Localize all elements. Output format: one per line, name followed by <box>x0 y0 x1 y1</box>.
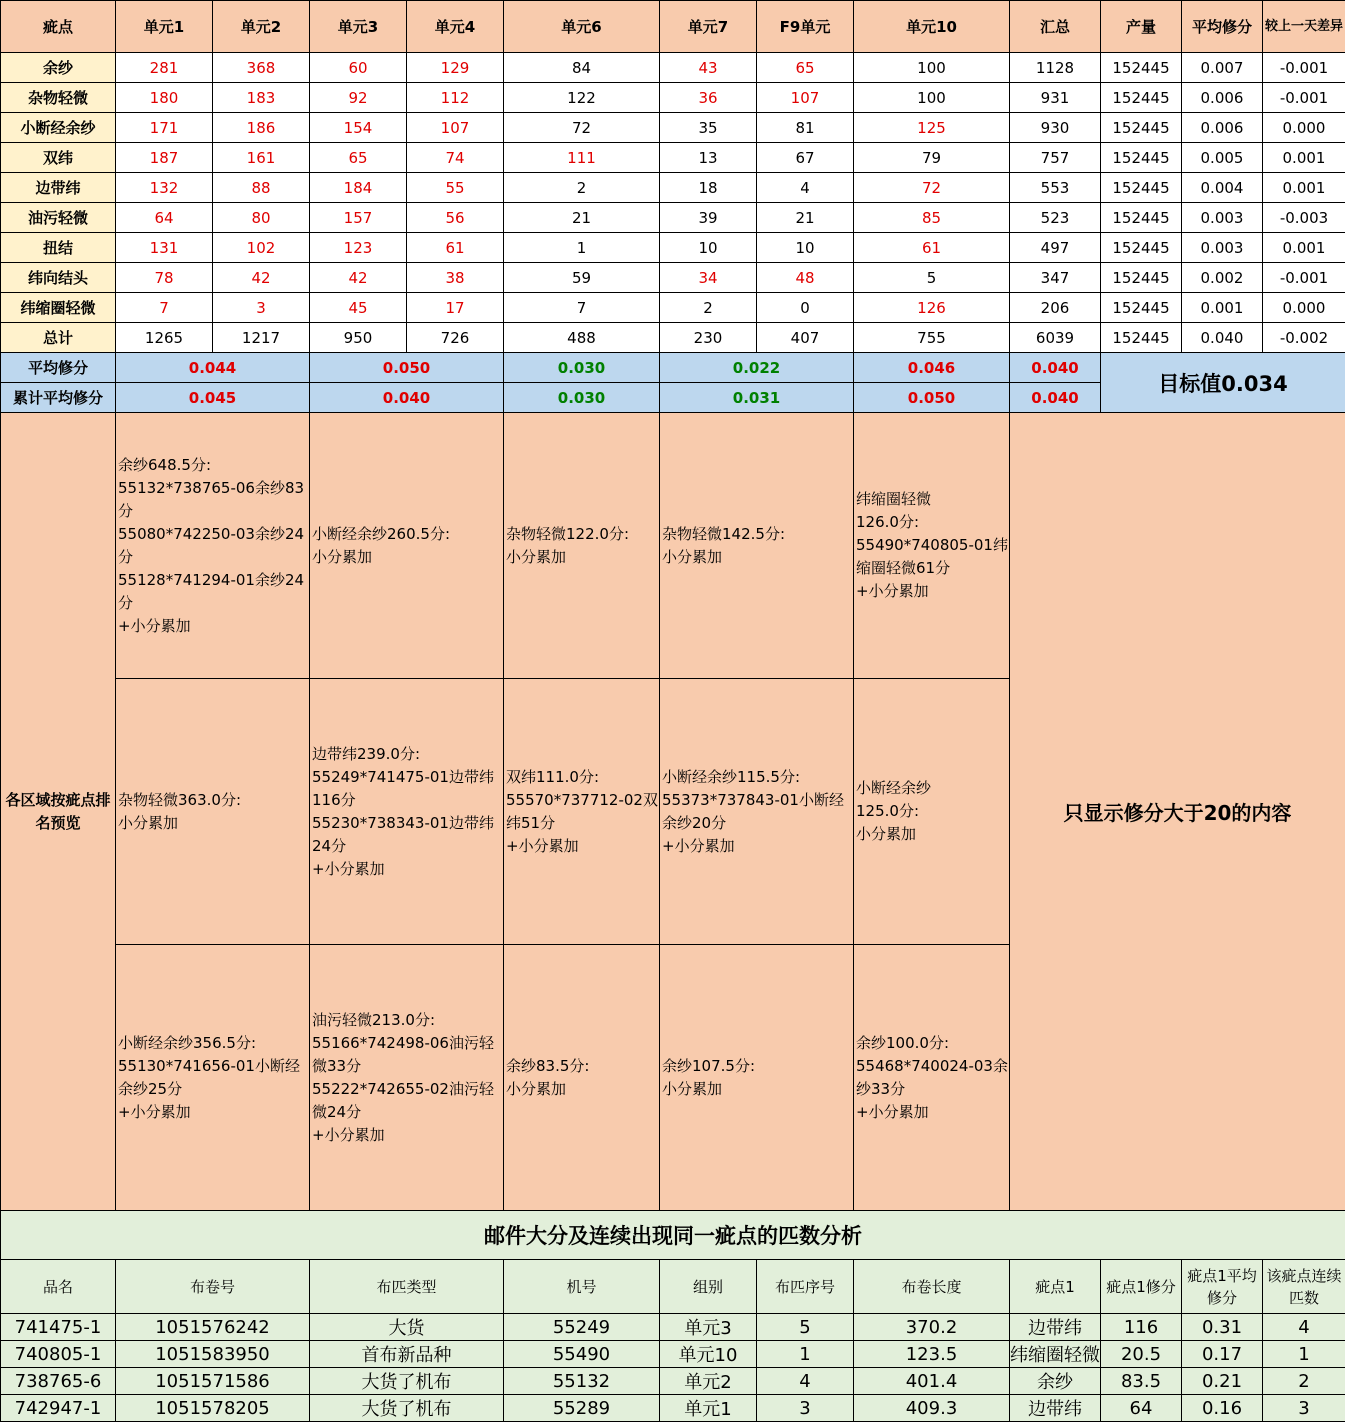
table-cell[interactable]: 17 <box>407 293 504 323</box>
table-cell[interactable]: 6039 <box>1010 323 1101 353</box>
row-label[interactable]: 纬向结头 <box>1 263 116 293</box>
table-cell[interactable]: 126 <box>854 293 1010 323</box>
bottom-cell[interactable]: 738765-6 <box>1 1368 116 1395</box>
header-cell[interactable]: 单元10 <box>854 1 1010 53</box>
header-cell[interactable]: F9单元 <box>757 1 854 53</box>
bottom-cell[interactable]: 0.31 <box>1182 1314 1263 1341</box>
bottom-header-cell[interactable]: 疵点1修分 <box>1101 1260 1182 1314</box>
table-cell[interactable]: 152445 <box>1101 143 1182 173</box>
cum-value[interactable]: 0.040 <box>310 383 504 413</box>
row-label[interactable]: 扭结 <box>1 233 116 263</box>
avg-value[interactable]: 0.030 <box>504 353 660 383</box>
table-cell[interactable]: 1265 <box>116 323 213 353</box>
table-cell[interactable]: 13 <box>660 143 757 173</box>
table-cell[interactable]: 59 <box>504 263 660 293</box>
table-cell[interactable]: 88 <box>213 173 310 203</box>
preview-cell[interactable]: 余纱648.5分: 55132*738765-06余纱83分 55080*742250-03余纱24分 55128*741294-01余纱24分 +小分累加 <box>116 413 310 679</box>
table-cell[interactable]: 123 <box>310 233 407 263</box>
table-cell[interactable]: 161 <box>213 143 310 173</box>
table-cell[interactable]: 85 <box>854 203 1010 233</box>
table-cell[interactable]: 407 <box>757 323 854 353</box>
table-cell[interactable]: 206 <box>1010 293 1101 323</box>
table-cell[interactable]: 56 <box>407 203 504 233</box>
table-cell[interactable]: 755 <box>854 323 1010 353</box>
table-cell[interactable]: 7 <box>504 293 660 323</box>
bottom-cell[interactable]: 1051576242 <box>116 1314 310 1341</box>
bottom-cell[interactable]: 409.3 <box>854 1395 1010 1422</box>
table-cell[interactable]: -0.001 <box>1263 263 1345 293</box>
preview-cell[interactable]: 余纱107.5分: 小分累加 <box>660 945 854 1211</box>
table-cell[interactable]: 18 <box>660 173 757 203</box>
target-value[interactable]: 目标值0.034 <box>1101 353 1345 413</box>
bottom-cell[interactable]: 单元3 <box>660 1314 757 1341</box>
table-cell[interactable]: 112 <box>407 83 504 113</box>
bottom-header-cell[interactable]: 布卷号 <box>116 1260 310 1314</box>
header-cell[interactable]: 单元7 <box>660 1 757 53</box>
table-cell[interactable]: 132 <box>116 173 213 203</box>
table-cell[interactable]: 39 <box>660 203 757 233</box>
table-row <box>1 323 1345 353</box>
header-cell[interactable]: 单元4 <box>407 1 504 53</box>
row-label[interactable]: 小断经余纱 <box>1 113 116 143</box>
table-cell[interactable]: 281 <box>116 53 213 83</box>
preview-cell[interactable]: 杂物轻微122.0分: 小分累加 <box>504 413 660 679</box>
table-cell[interactable]: 2 <box>504 173 660 203</box>
table-cell[interactable]: 553 <box>1010 173 1101 203</box>
preview-cell[interactable]: 小断经余纱260.5分: 小分累加 <box>310 413 504 679</box>
avg-value[interactable]: 0.044 <box>116 353 310 383</box>
row-label[interactable]: 总计 <box>1 323 116 353</box>
bottom-cell[interactable]: 0.21 <box>1182 1368 1263 1395</box>
table-cell[interactable]: 48 <box>757 263 854 293</box>
table-cell[interactable]: 931 <box>1010 83 1101 113</box>
table-cell[interactable]: 152445 <box>1101 263 1182 293</box>
table-row <box>1 53 1345 83</box>
bottom-row <box>1 1368 1345 1395</box>
header-cell[interactable]: 较上一天差异 <box>1263 1 1345 53</box>
table-cell[interactable]: 81 <box>757 113 854 143</box>
table-cell[interactable]: 0.002 <box>1182 263 1263 293</box>
avg-value[interactable]: 0.046 <box>854 353 1010 383</box>
bottom-cell[interactable]: 首布新品种 <box>310 1341 504 1368</box>
table-cell[interactable]: 186 <box>213 113 310 143</box>
table-cell[interactable]: 171 <box>116 113 213 143</box>
bottom-header-cell[interactable]: 布匹序号 <box>757 1260 854 1314</box>
table-cell[interactable]: -0.001 <box>1263 83 1345 113</box>
bottom-cell[interactable]: 370.2 <box>854 1314 1010 1341</box>
table-cell[interactable]: 0.040 <box>1182 323 1263 353</box>
header-cell[interactable]: 单元6 <box>504 1 660 53</box>
bottom-cell[interactable]: 0.17 <box>1182 1341 1263 1368</box>
table-row <box>1 203 1345 233</box>
table-cell[interactable]: 4 <box>757 173 854 203</box>
table-cell[interactable]: 523 <box>1010 203 1101 233</box>
table-cell[interactable]: 107 <box>757 83 854 113</box>
header-cell[interactable]: 单元3 <box>310 1 407 53</box>
bottom-cell[interactable]: 大货了机布 <box>310 1368 504 1395</box>
bottom-cell[interactable]: 3 <box>757 1395 854 1422</box>
cum-value[interactable]: 0.040 <box>1010 383 1101 413</box>
table-cell[interactable]: 92 <box>310 83 407 113</box>
bottom-cell[interactable]: 55289 <box>504 1395 660 1422</box>
bottom-cell[interactable]: 1 <box>757 1341 854 1368</box>
table-cell[interactable]: 78 <box>116 263 213 293</box>
table-cell[interactable]: 100 <box>854 53 1010 83</box>
avg-label[interactable]: 平均修分 <box>1 353 116 383</box>
bottom-cell[interactable]: 123.5 <box>854 1341 1010 1368</box>
preview-cell[interactable]: 杂物轻微363.0分: 小分累加 <box>116 679 310 945</box>
table-row <box>1 233 1345 263</box>
avg-value[interactable]: 0.050 <box>310 353 504 383</box>
bottom-cell[interactable]: 单元1 <box>660 1395 757 1422</box>
avg-value[interactable]: 0.022 <box>660 353 854 383</box>
preview-cell[interactable]: 小断经余纱356.5分: 55130*741656-01小断经余纱25分 +小分累加 <box>116 945 310 1211</box>
preview-row <box>1 413 1345 679</box>
bottom-header-cell[interactable]: 该疵点连续匹数 <box>1263 1260 1345 1314</box>
table-cell[interactable]: 0.007 <box>1182 53 1263 83</box>
bottom-row <box>1 1314 1345 1341</box>
table-cell[interactable]: 7 <box>116 293 213 323</box>
bottom-row <box>1 1395 1345 1422</box>
table-cell[interactable]: 1 <box>504 233 660 263</box>
table-cell[interactable]: 180 <box>116 83 213 113</box>
bottom-header-cell[interactable]: 机号 <box>504 1260 660 1314</box>
table-row <box>1 293 1345 323</box>
table-row <box>1 113 1345 143</box>
table-cell[interactable]: 152445 <box>1101 53 1182 83</box>
table-cell[interactable]: 184 <box>310 173 407 203</box>
table-cell[interactable]: 55 <box>407 173 504 203</box>
table-cell[interactable]: 34 <box>660 263 757 293</box>
bottom-cell[interactable]: 边带纬 <box>1010 1314 1101 1341</box>
preview-cell[interactable]: 小断经余纱 125.0分: 小分累加 <box>854 679 1010 945</box>
table-cell[interactable]: 80 <box>213 203 310 233</box>
table-cell[interactable]: 0.000 <box>1263 293 1345 323</box>
table-cell[interactable]: 43 <box>660 53 757 83</box>
bottom-cell[interactable]: 4 <box>1263 1314 1345 1341</box>
table-cell[interactable]: 42 <box>310 263 407 293</box>
table-cell[interactable]: 65 <box>757 53 854 83</box>
table-cell[interactable]: 0.003 <box>1182 233 1263 263</box>
bottom-header-cell[interactable]: 布卷长度 <box>854 1260 1010 1314</box>
header-cell[interactable]: 产量 <box>1101 1 1182 53</box>
table-cell[interactable]: 38 <box>407 263 504 293</box>
table-cell[interactable]: 152445 <box>1101 173 1182 203</box>
table-cell[interactable]: -0.003 <box>1263 203 1345 233</box>
bottom-cell[interactable]: 单元2 <box>660 1368 757 1395</box>
bottom-title: 邮件大分及连续出现同一疵点的匹数分析 <box>1 1211 1345 1260</box>
cum-value[interactable]: 0.045 <box>116 383 310 413</box>
table-cell[interactable]: 72 <box>854 173 1010 203</box>
bottom-cell[interactable]: 1051578205 <box>116 1395 310 1422</box>
table-cell[interactable]: 152445 <box>1101 323 1182 353</box>
table-cell[interactable]: 0.006 <box>1182 83 1263 113</box>
preview-cell[interactable]: 边带纬239.0分: 55249*741475-01边带纬116分 55230*738343-01边带纬24分 +小分累加 <box>310 679 504 945</box>
table-cell[interactable]: 42 <box>213 263 310 293</box>
table-cell[interactable]: 757 <box>1010 143 1101 173</box>
table-cell[interactable]: 125 <box>854 113 1010 143</box>
table-cell[interactable]: 64 <box>116 203 213 233</box>
bottom-cell[interactable]: 1051583950 <box>116 1341 310 1368</box>
preview-cell[interactable]: 双纬111.0分: 55570*737712-02双纬51分 +小分累加 <box>504 679 660 945</box>
table-cell[interactable]: 152445 <box>1101 233 1182 263</box>
bottom-cell[interactable]: 742947-1 <box>1 1395 116 1422</box>
table-cell[interactable]: 1128 <box>1010 53 1101 83</box>
table-cell[interactable]: 122 <box>504 83 660 113</box>
table-cell[interactable]: 0.004 <box>1182 173 1263 203</box>
table-cell[interactable]: 36 <box>660 83 757 113</box>
row-label[interactable]: 余纱 <box>1 53 116 83</box>
table-cell[interactable]: 10 <box>660 233 757 263</box>
table-cell[interactable]: 84 <box>504 53 660 83</box>
table-cell[interactable]: 183 <box>213 83 310 113</box>
bottom-cell[interactable]: 55490 <box>504 1341 660 1368</box>
table-cell[interactable]: 0 <box>757 293 854 323</box>
table-cell[interactable]: 0.001 <box>1263 173 1345 203</box>
bottom-header-row <box>1 1260 1345 1314</box>
cum-value[interactable]: 0.050 <box>854 383 1010 413</box>
table-cell[interactable]: 3 <box>213 293 310 323</box>
bottom-cell[interactable]: 1051571586 <box>116 1368 310 1395</box>
table-cell[interactable]: 152445 <box>1101 113 1182 143</box>
table-cell[interactable]: 187 <box>116 143 213 173</box>
table-cell[interactable]: 347 <box>1010 263 1101 293</box>
bottom-header-cell[interactable]: 组别 <box>660 1260 757 1314</box>
header-cell[interactable]: 平均修分 <box>1182 1 1263 53</box>
table-cell[interactable]: 157 <box>310 203 407 233</box>
bottom-cell[interactable]: 83.5 <box>1101 1368 1182 1395</box>
table-cell[interactable]: 0.003 <box>1182 203 1263 233</box>
table-cell[interactable]: 0.001 <box>1182 293 1263 323</box>
cum-label[interactable]: 累计平均修分 <box>1 383 116 413</box>
table-cell[interactable]: 61 <box>854 233 1010 263</box>
table-cell[interactable]: 0.001 <box>1263 143 1345 173</box>
table-cell[interactable]: 2 <box>660 293 757 323</box>
table-cell[interactable]: 1217 <box>213 323 310 353</box>
table-cell[interactable]: 79 <box>854 143 1010 173</box>
table-cell[interactable]: -0.002 <box>1263 323 1345 353</box>
table-cell[interactable]: 930 <box>1010 113 1101 143</box>
row-label[interactable]: 纬缩圈轻微 <box>1 293 116 323</box>
bottom-cell[interactable]: 64 <box>1101 1395 1182 1422</box>
bottom-cell[interactable]: 4 <box>757 1368 854 1395</box>
table-cell[interactable]: 111 <box>504 143 660 173</box>
table-cell[interactable]: 0.006 <box>1182 113 1263 143</box>
preview-label: 各区域按疵点排名预览 <box>1 413 116 1211</box>
header-cell[interactable]: 单元1 <box>116 1 213 53</box>
bottom-cell[interactable]: 5 <box>757 1314 854 1341</box>
bottom-cell[interactable]: 大货了机布 <box>310 1395 504 1422</box>
header-row <box>1 1 1345 53</box>
row-label[interactable]: 油污轻微 <box>1 203 116 233</box>
table-cell[interactable]: 21 <box>504 203 660 233</box>
table-row <box>1 173 1345 203</box>
bottom-header-cell[interactable]: 疵点1平均修分 <box>1182 1260 1263 1314</box>
row-label[interactable]: 边带纬 <box>1 173 116 203</box>
table-cell[interactable]: 35 <box>660 113 757 143</box>
bottom-cell[interactable]: 大货 <box>310 1314 504 1341</box>
table-cell[interactable]: 60 <box>310 53 407 83</box>
bottom-cell[interactable]: 401.4 <box>854 1368 1010 1395</box>
table-cell[interactable]: 152445 <box>1101 203 1182 233</box>
table-cell[interactable]: 0.001 <box>1263 233 1345 263</box>
bottom-cell[interactable]: 55132 <box>504 1368 660 1395</box>
bottom-header-cell[interactable]: 疵点1 <box>1010 1260 1101 1314</box>
preview-cell[interactable]: 余纱83.5分: 小分累加 <box>504 945 660 1211</box>
table-cell[interactable]: 107 <box>407 113 504 143</box>
table-row <box>1 263 1345 293</box>
table-cell[interactable]: 368 <box>213 53 310 83</box>
preview-cell[interactable]: 余纱100.0分: 55468*740024-03余纱33分 +小分累加 <box>854 945 1010 1211</box>
bottom-row <box>1 1341 1345 1368</box>
table-cell[interactable]: 230 <box>660 323 757 353</box>
table-cell[interactable]: 61 <box>407 233 504 263</box>
bottom-header-cell[interactable]: 品名 <box>1 1260 116 1314</box>
bottom-cell[interactable]: 741475-1 <box>1 1314 116 1341</box>
row-label[interactable]: 杂物轻微 <box>1 83 116 113</box>
preview-note: 只显示修分大于20的内容 <box>1010 413 1345 1211</box>
bottom-cell[interactable]: 余纱 <box>1010 1368 1101 1395</box>
table-row <box>1 83 1345 113</box>
bottom-cell[interactable]: 20.5 <box>1101 1341 1182 1368</box>
bottom-cell[interactable]: 1 <box>1263 1341 1345 1368</box>
header-cell[interactable]: 疵点 <box>1 1 116 53</box>
table-cell[interactable]: -0.001 <box>1263 53 1345 83</box>
preview-cell[interactable]: 小断经余纱115.5分: 55373*737843-01小断经余纱20分 +小分累加 <box>660 679 854 945</box>
bottom-header-cell[interactable]: 布匹类型 <box>310 1260 504 1314</box>
table-cell[interactable]: 10 <box>757 233 854 263</box>
avg-row <box>1 353 1345 383</box>
table-cell[interactable]: 72 <box>504 113 660 143</box>
table-cell[interactable]: 152445 <box>1101 83 1182 113</box>
table-cell[interactable]: 21 <box>757 203 854 233</box>
bottom-title-row <box>1 1211 1345 1260</box>
bottom-cell[interactable]: 2 <box>1263 1368 1345 1395</box>
bottom-cell[interactable]: 纬缩圈轻微 <box>1010 1341 1101 1368</box>
table-cell[interactable]: 497 <box>1010 233 1101 263</box>
table-cell[interactable]: 5 <box>854 263 1010 293</box>
table-cell[interactable]: 0.000 <box>1263 113 1345 143</box>
table-cell[interactable]: 102 <box>213 233 310 263</box>
bottom-cell[interactable]: 边带纬 <box>1010 1395 1101 1422</box>
bottom-cell[interactable]: 单元10 <box>660 1341 757 1368</box>
table-cell[interactable]: 100 <box>854 83 1010 113</box>
cum-value[interactable]: 0.030 <box>504 383 660 413</box>
table-cell[interactable]: 67 <box>757 143 854 173</box>
cum-value[interactable]: 0.031 <box>660 383 854 413</box>
row-label[interactable]: 双纬 <box>1 143 116 173</box>
table-cell[interactable]: 154 <box>310 113 407 143</box>
table-cell[interactable]: 74 <box>407 143 504 173</box>
table-cell[interactable]: 65 <box>310 143 407 173</box>
table-cell[interactable]: 950 <box>310 323 407 353</box>
table-cell[interactable]: 129 <box>407 53 504 83</box>
bottom-cell[interactable]: 0.16 <box>1182 1395 1263 1422</box>
preview-cell[interactable]: 纬缩圈轻微 126.0分: 55490*740805-01纬缩圈轻微61分 +小分累加 <box>854 413 1010 679</box>
header-cell[interactable]: 单元2 <box>213 1 310 53</box>
preview-cell[interactable]: 杂物轻微142.5分: 小分累加 <box>660 413 854 679</box>
table-cell[interactable]: 488 <box>504 323 660 353</box>
bottom-cell[interactable]: 116 <box>1101 1314 1182 1341</box>
table-cell[interactable]: 152445 <box>1101 293 1182 323</box>
table-cell[interactable]: 726 <box>407 323 504 353</box>
header-cell[interactable]: 汇总 <box>1010 1 1101 53</box>
preview-cell[interactable]: 油污轻微213.0分: 55166*742498-06油污轻微33分 55222*742655-02油污轻微24分 +小分累加 <box>310 945 504 1211</box>
bottom-cell[interactable]: 55249 <box>504 1314 660 1341</box>
bottom-cell[interactable]: 3 <box>1263 1395 1345 1422</box>
table-cell[interactable]: 45 <box>310 293 407 323</box>
table-row <box>1 143 1345 173</box>
bottom-cell[interactable]: 740805-1 <box>1 1341 116 1368</box>
avg-value[interactable]: 0.040 <box>1010 353 1101 383</box>
table-cell[interactable]: 0.005 <box>1182 143 1263 173</box>
table-cell[interactable]: 131 <box>116 233 213 263</box>
